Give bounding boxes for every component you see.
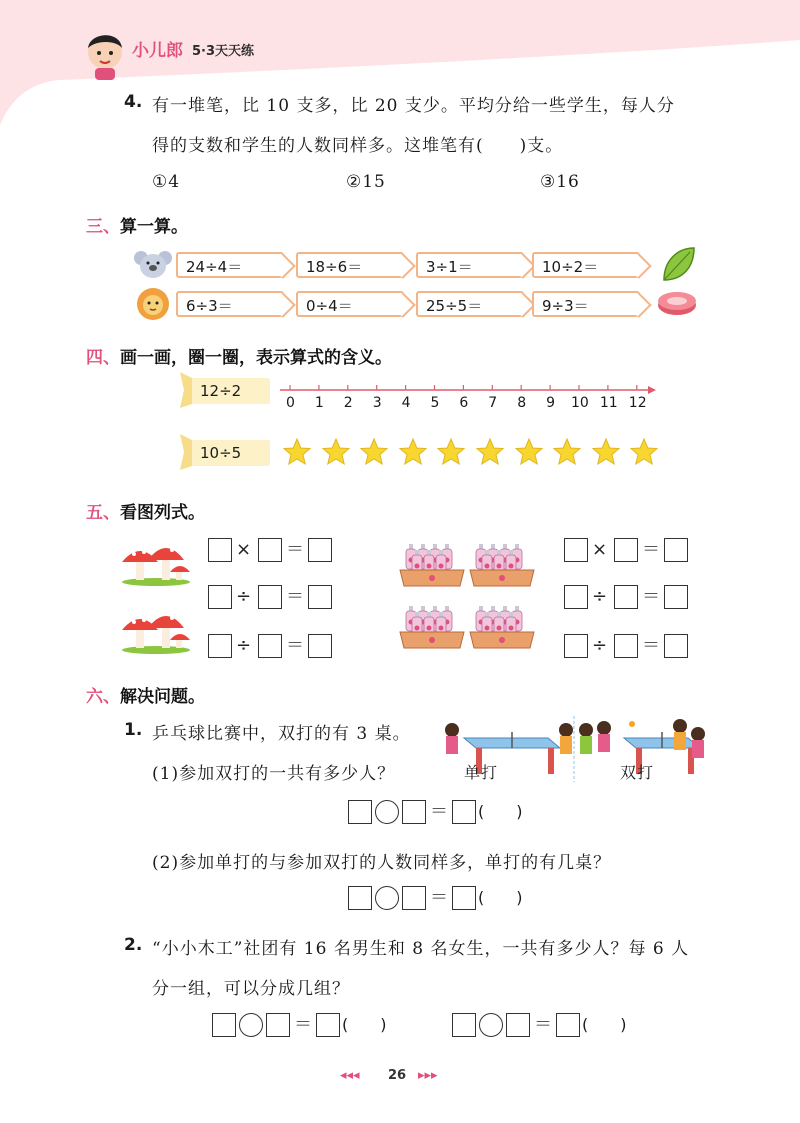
answer-box[interactable]: [208, 538, 232, 562]
answer-box[interactable]: [664, 538, 688, 562]
answer-box[interactable]: [614, 585, 638, 609]
section6-index: 六、: [86, 687, 120, 707]
calc-2: 18÷6＝: [296, 252, 404, 278]
operator-circle[interactable]: [375, 886, 399, 910]
star-icon[interactable]: [514, 437, 544, 467]
equals: ＝: [642, 586, 660, 607]
leaf-icon: [660, 246, 696, 284]
series-title: 5·3天天练: [192, 44, 255, 59]
p2-line2: 分一组，可以分成几组？: [152, 979, 350, 999]
boy-mascot-icon: [82, 28, 128, 80]
star-icon[interactable]: [359, 437, 389, 467]
answer-box[interactable]: [258, 585, 282, 609]
answer-box[interactable]: [266, 1013, 290, 1037]
section6-heading: [86, 682, 205, 707]
brand-logo-text: 小儿郎: [132, 41, 183, 61]
equals: ＝: [286, 539, 304, 560]
equals: ＝: [430, 887, 448, 908]
answer-paren[interactable]: ( ): [478, 888, 523, 907]
section5-title: 看图列式。: [120, 503, 205, 523]
section4-title: 画一画，圈一圈，表示算式的含义。: [120, 348, 392, 368]
answer-box[interactable]: [308, 538, 332, 562]
answer-box[interactable]: [614, 634, 638, 658]
answer-box[interactable]: [506, 1013, 530, 1037]
answer-box[interactable]: [564, 634, 588, 658]
p1-sub2: (2)参加单打的与参加双打的人数同样多，单打的有几桌？: [152, 853, 612, 873]
answer-box[interactable]: [452, 1013, 476, 1037]
answer-box[interactable]: [564, 585, 588, 609]
section3-index: 三、: [86, 217, 120, 237]
answer-box[interactable]: [564, 538, 588, 562]
equals: ＝: [534, 1014, 552, 1035]
answer-box[interactable]: [664, 585, 688, 609]
operator: ÷: [592, 586, 608, 607]
q4-number: 4.: [124, 92, 143, 112]
number-line-tick-label: 3: [372, 395, 382, 411]
star-icon[interactable]: [475, 437, 505, 467]
number-line-tick-label: 0: [286, 395, 295, 411]
operator-circle[interactable]: [479, 1013, 503, 1037]
operator: ÷: [592, 635, 608, 656]
equals: ＝: [294, 1014, 312, 1035]
star-icon[interactable]: [436, 437, 466, 467]
answer-box[interactable]: [316, 1013, 340, 1037]
p1-number: 1.: [124, 720, 143, 740]
operator: ÷: [236, 635, 252, 656]
p2-number: 2.: [124, 935, 143, 955]
answer-box[interactable]: [348, 886, 372, 910]
number-line-tick-label: 7: [488, 395, 498, 411]
q4-option-2: ②15: [346, 172, 386, 192]
calc-5: 6÷3＝: [176, 291, 284, 317]
bottle-crate-icon: [398, 602, 466, 652]
ribbon-icon: [180, 434, 192, 474]
operator: ×: [592, 539, 608, 560]
equals: ＝: [286, 586, 304, 607]
bottle-crate-icon: [398, 540, 466, 590]
p1-stem: 乒乓球比赛中，双打的有 3 桌。: [152, 724, 411, 744]
p2-line1: “小小木工”社团有 16 名男生和 8 名女生，一共有多少人？每 6 人: [152, 939, 690, 959]
q4-line2: 得的支数和学生的人数同样多。这堆笔有( )支。: [152, 136, 564, 156]
answer-box[interactable]: [452, 800, 476, 824]
answer-box[interactable]: [614, 538, 638, 562]
meat-icon: [656, 290, 698, 316]
answer-box[interactable]: [258, 634, 282, 658]
footer-left-arrows: ◂◂◂: [340, 1068, 360, 1083]
expr-10-div-5: 10÷5: [190, 440, 270, 466]
number-line-tick-label: 9: [546, 395, 556, 411]
mushrooms-icon: [120, 536, 192, 586]
number-line-tick-label: 2: [343, 395, 353, 411]
answer-box[interactable]: [308, 585, 332, 609]
section5-heading: [86, 498, 205, 523]
answer-paren[interactable]: ( ): [582, 1015, 627, 1034]
number-line-tick-label: 12: [628, 395, 647, 411]
answer-box[interactable]: [212, 1013, 236, 1037]
answer-box[interactable]: [208, 634, 232, 658]
mushrooms-icon: [120, 604, 192, 654]
answer-box[interactable]: [556, 1013, 580, 1037]
calc-6: 0÷4＝: [296, 291, 404, 317]
section3-heading: [86, 212, 188, 237]
number-line-tick-label: 4: [401, 395, 411, 411]
label-double: 双打: [620, 763, 655, 782]
section3-title: 算一算。: [120, 217, 188, 237]
star-icon[interactable]: [629, 437, 659, 467]
answer-paren[interactable]: ( ): [342, 1015, 387, 1034]
number-line-tick-label: 5: [430, 395, 440, 411]
answer-box[interactable]: [308, 634, 332, 658]
calc-1: 24÷4＝: [176, 252, 284, 278]
bottle-crate-icon: [468, 602, 536, 652]
operator-circle[interactable]: [239, 1013, 263, 1037]
star-icon[interactable]: [552, 437, 582, 467]
number-line-tick-label: 6: [459, 395, 469, 411]
section5-index: 五、: [86, 503, 120, 523]
label-single: 单打: [464, 763, 499, 782]
footer-right-arrows: ▸▸▸: [418, 1068, 438, 1083]
star-icon[interactable]: [321, 437, 351, 467]
operator: ÷: [236, 586, 252, 607]
answer-box[interactable]: [208, 585, 232, 609]
number-line-tick-label: 11: [599, 395, 618, 411]
p1-sub1: (1)参加双打的一共有多少人？: [152, 764, 396, 784]
q4-option-3: ③16: [540, 172, 580, 192]
calc-4: 10÷2＝: [532, 252, 640, 278]
lion-icon: [134, 287, 172, 321]
bottle-crate-icon: [468, 540, 536, 590]
section6-title: 解决问题。: [120, 687, 205, 707]
equals: ＝: [430, 801, 448, 822]
section4-heading: [86, 343, 392, 368]
answer-box[interactable]: [402, 886, 426, 910]
expr-12-div-2: 12÷2: [190, 378, 270, 404]
calc-8: 9÷3＝: [532, 291, 640, 317]
star-icon[interactable]: [398, 437, 428, 467]
calc-3: 3÷1＝: [416, 252, 524, 278]
answer-box[interactable]: [348, 800, 372, 824]
number-line-tick-label: 1: [314, 395, 324, 411]
number-line-tick-label: 8: [517, 395, 527, 411]
equals: ＝: [642, 539, 660, 560]
answer-box[interactable]: [402, 800, 426, 824]
equals: ＝: [642, 635, 660, 656]
answer-box[interactable]: [664, 634, 688, 658]
answer-paren[interactable]: ( ): [478, 802, 523, 821]
star-icon[interactable]: [282, 437, 312, 467]
page-number: 26: [388, 1068, 407, 1083]
operator: ×: [236, 539, 252, 560]
koala-icon: [134, 248, 172, 280]
q4-line1: 有一堆笔，比 10 支多，比 20 支少。平均分给一些学生，每人分: [152, 96, 675, 116]
operator-circle[interactable]: [375, 800, 399, 824]
answer-box[interactable]: [258, 538, 282, 562]
star-icon[interactable]: [591, 437, 621, 467]
number-line-tick-label: 10: [571, 395, 589, 411]
q4-option-1: ①4: [152, 172, 181, 192]
section4-index: 四、: [86, 348, 120, 368]
equals: ＝: [286, 635, 304, 656]
answer-box[interactable]: [452, 886, 476, 910]
ribbon-icon: [180, 372, 192, 412]
calc-7: 25÷5＝: [416, 291, 524, 317]
